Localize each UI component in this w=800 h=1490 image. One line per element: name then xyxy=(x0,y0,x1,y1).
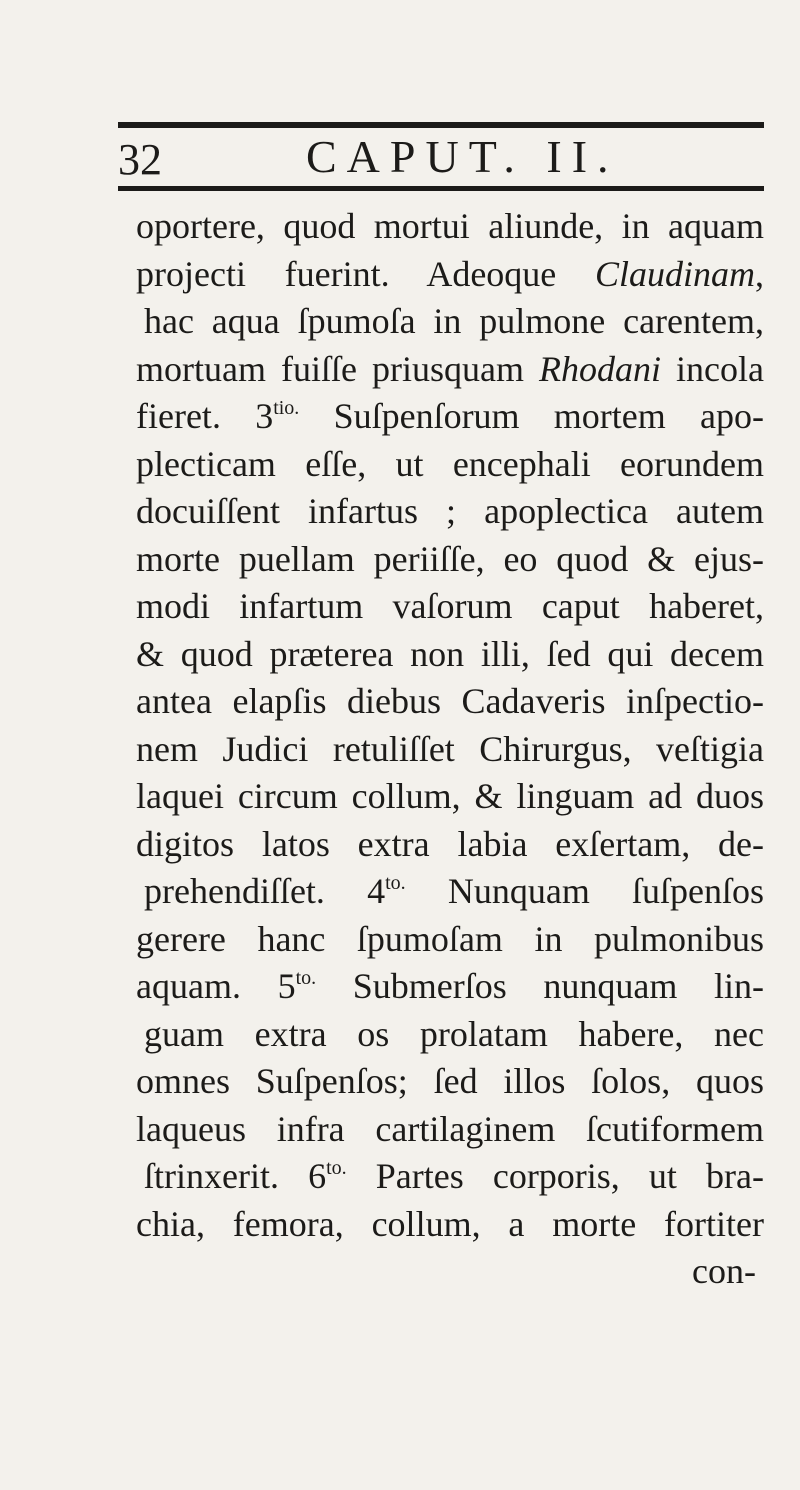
text-line xyxy=(136,631,764,679)
text-run: aquam. 5 xyxy=(136,966,296,1006)
text-line xyxy=(136,346,764,394)
ordinal-superscript: tio. xyxy=(273,397,300,419)
text-line xyxy=(136,1201,764,1249)
text-run: gerere hanc ſpumoſam in pulmonibus xyxy=(136,918,764,959)
text-run: & quod præterea non illi, ſed qui decem xyxy=(136,633,764,674)
text-line xyxy=(136,298,764,346)
ordinal-superscript: to. xyxy=(385,872,406,894)
text-run: Suſpenſorum mortem apo- xyxy=(299,396,764,436)
page-number: 32 xyxy=(118,135,162,184)
page-header xyxy=(118,128,764,186)
text-line xyxy=(136,488,764,536)
catchword: con- xyxy=(692,1251,756,1291)
body-text xyxy=(136,203,764,1296)
text-line xyxy=(136,773,764,821)
text-line xyxy=(136,1153,764,1201)
text-line xyxy=(136,916,764,964)
text-run: Submerſos nunquam lin- xyxy=(316,966,764,1006)
text-line xyxy=(136,678,764,726)
text-run: digitos latos extra labia exſertam, de- xyxy=(136,823,764,864)
text-run: fieret. 3 xyxy=(136,396,274,436)
text-run: oportere, quod mortui aliunde, in aquam xyxy=(136,206,764,246)
text-run: , xyxy=(755,253,764,294)
italic-name: Claudinam xyxy=(594,253,755,294)
text-line xyxy=(136,441,764,489)
ordinal-superscript: to. xyxy=(326,1157,347,1179)
text-run: plecticam eſſe, ut encephali eorundem xyxy=(136,443,764,484)
text-run: antea elapſis diebus Cadaveris inſpectio- xyxy=(136,681,764,721)
text-line xyxy=(136,583,764,631)
text-line xyxy=(136,1011,764,1059)
text-line xyxy=(136,821,764,869)
running-head: CAPUT. II. xyxy=(306,131,619,182)
italic-name: Rhodani xyxy=(539,348,661,389)
text-run: incola xyxy=(661,348,764,389)
text-run: Nunquam ſuſpenſos xyxy=(405,871,764,911)
text-run: mortuam fuiſſe priusquam xyxy=(136,348,539,389)
text-line xyxy=(136,963,764,1011)
header-rule-bottom xyxy=(118,186,764,191)
text-line xyxy=(136,203,764,251)
text-run: Partes corporis, ut bra- xyxy=(346,1156,764,1196)
text-run: hac aqua ſpumoſa in pulmone carentem, xyxy=(144,301,764,341)
text-run: chia, femora, collum, a morte fortiter xyxy=(136,1203,764,1244)
text-run: morte puellam periiſſe, eo quod & ejus- xyxy=(136,538,764,579)
text-run: omnes Suſpenſos; ſed illos ſolos, quos xyxy=(136,1061,764,1101)
text-line xyxy=(136,393,764,441)
text-line xyxy=(136,1058,764,1106)
text-line xyxy=(136,868,764,916)
text-run: projecti fuerint. Adeoque xyxy=(136,253,595,294)
text-line xyxy=(136,1106,764,1154)
text-run: prehendiſſet. 4 xyxy=(144,871,386,911)
text-run: docuiſſent infartus ; apoplectica autem xyxy=(136,491,764,531)
ordinal-superscript: to. xyxy=(295,967,317,989)
text-line xyxy=(136,726,764,774)
text-run: modi infartum vaſorum caput haberet, xyxy=(136,586,764,626)
text-line xyxy=(136,251,764,299)
text-line xyxy=(136,536,764,584)
text-run: laquei circum collum, & linguam ad duos xyxy=(136,776,764,816)
text-run: ſtrinxerit. 6 xyxy=(144,1156,327,1196)
text-run: guam extra os prolatam habere, nec xyxy=(144,1013,764,1054)
text-run: laqueus infra cartilaginem ſcutiformem xyxy=(136,1108,764,1149)
text-run: nem Judici retuliſſet Chirurgus, veſtigia xyxy=(136,728,764,769)
